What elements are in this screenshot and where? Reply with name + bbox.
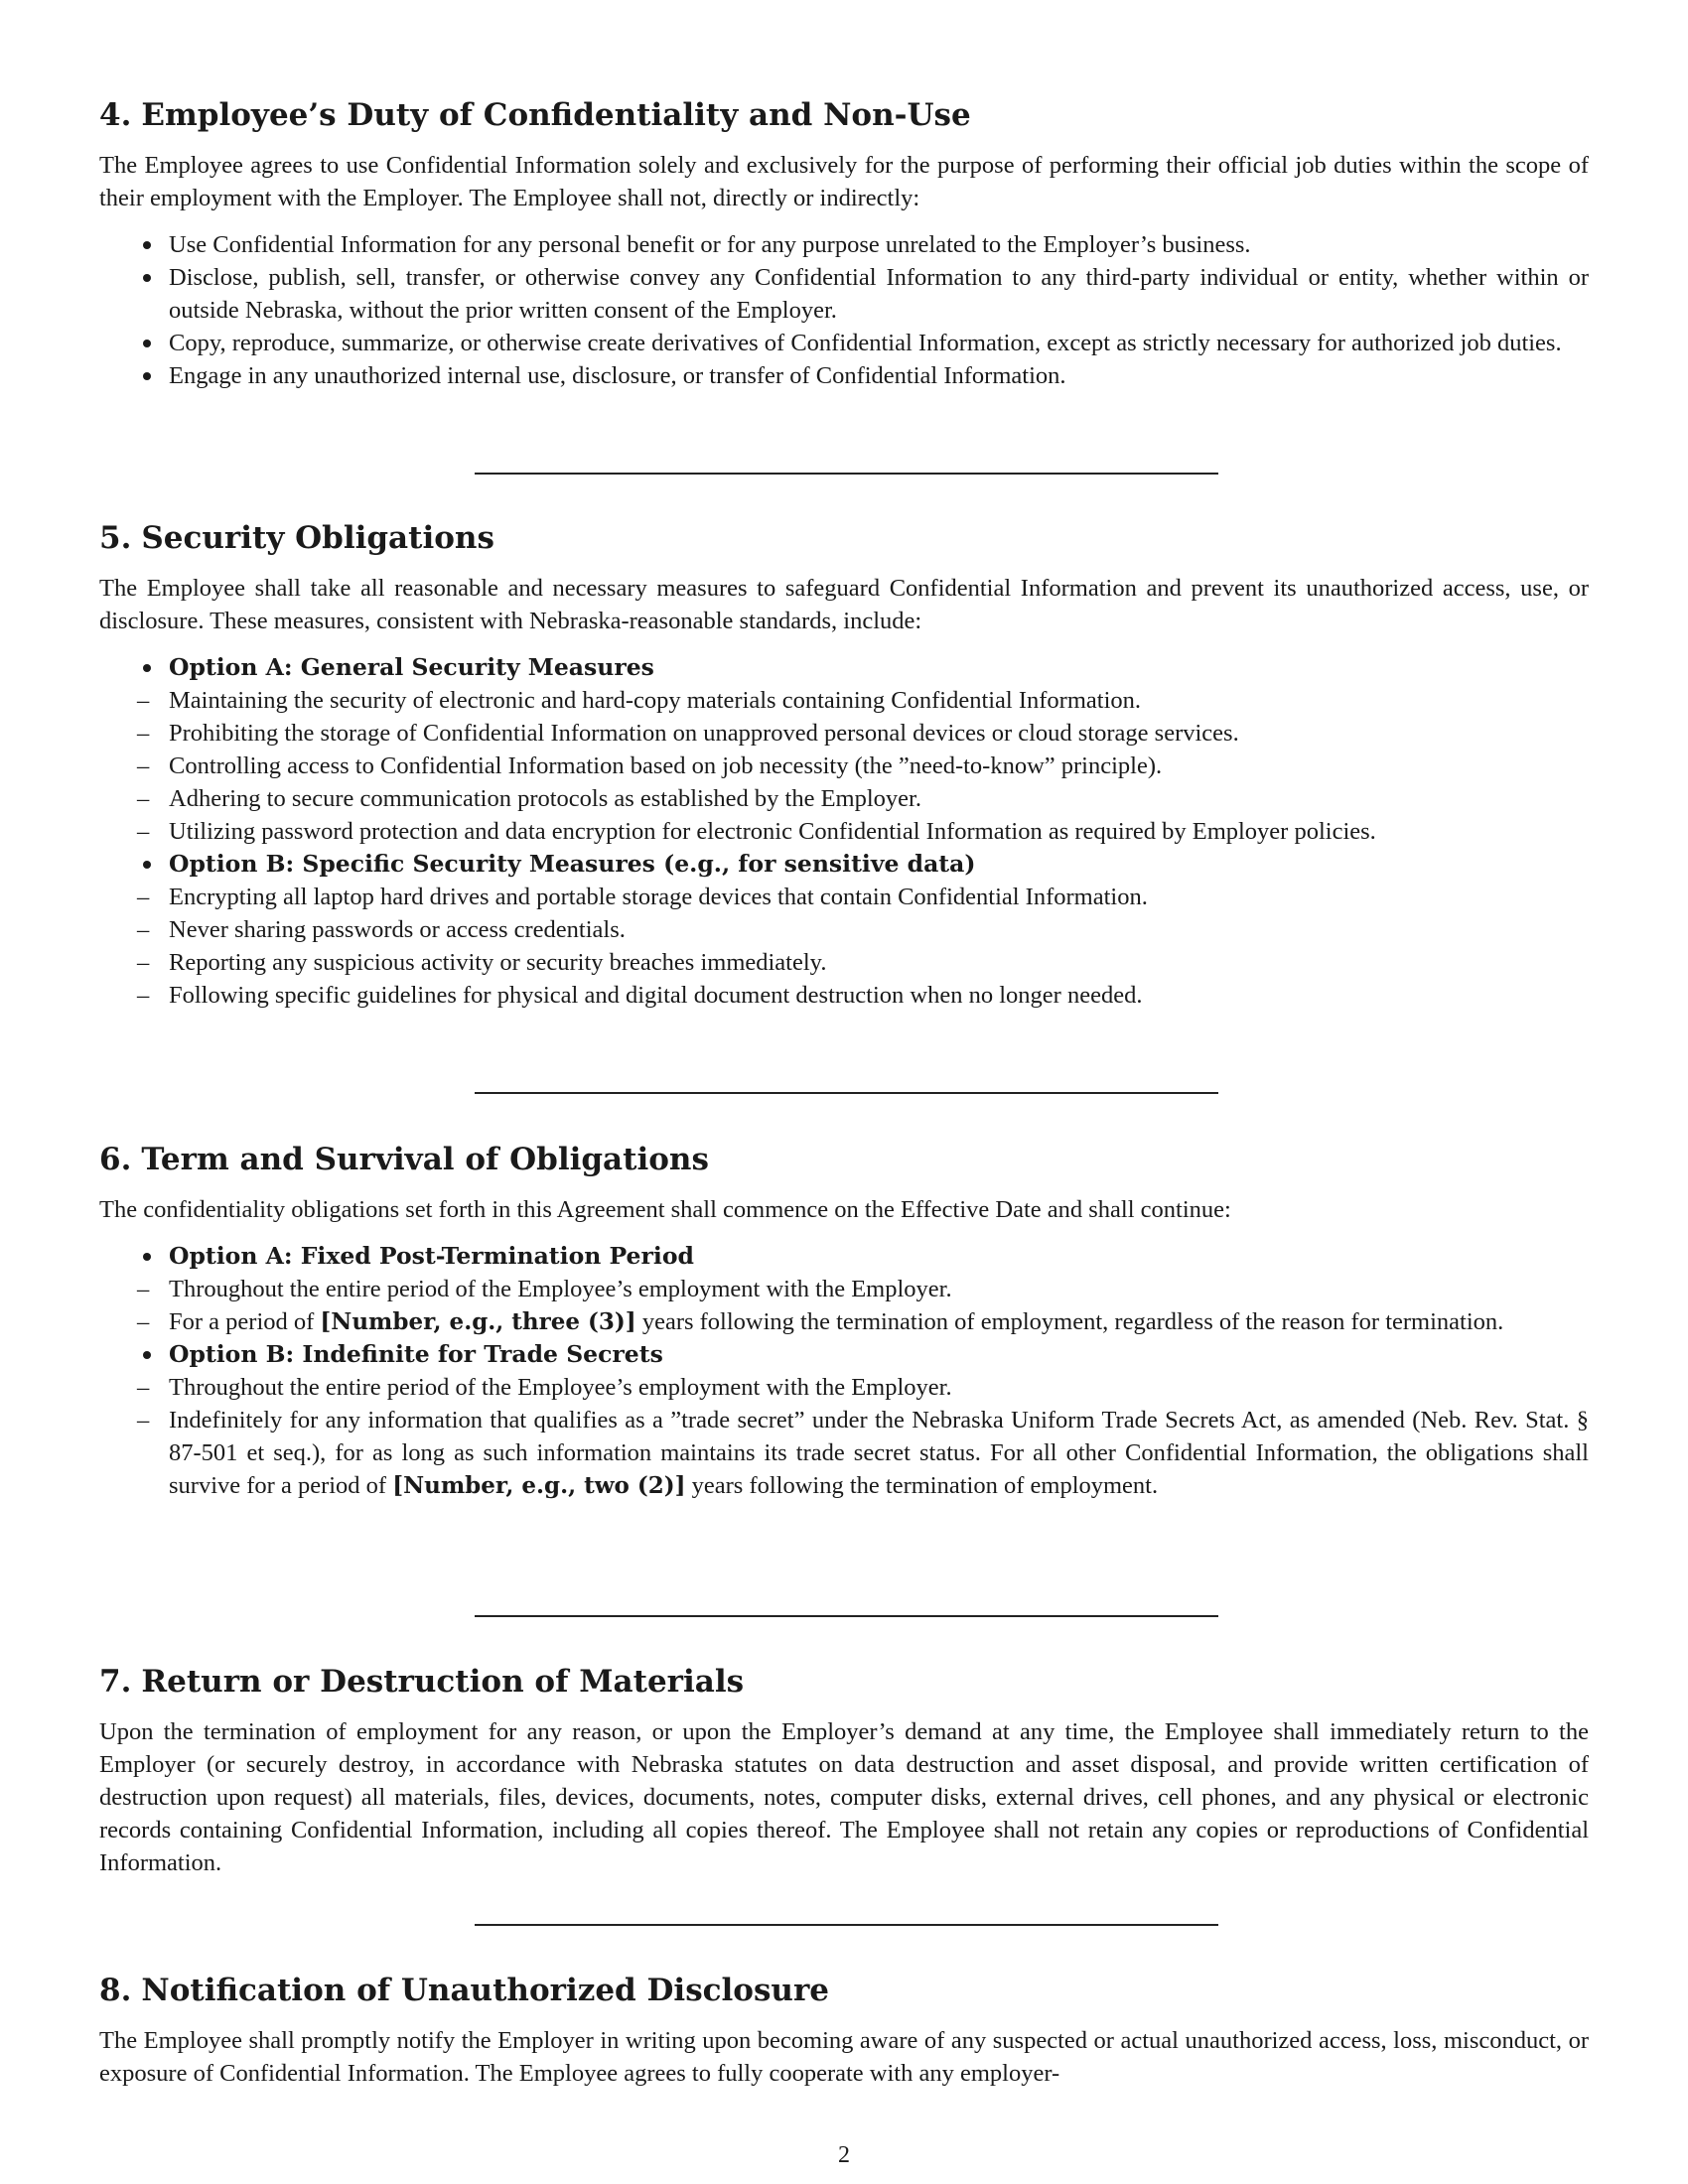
section-divider xyxy=(475,473,1218,475)
list-item: – Utilizing password protection and data encryption for electronic Confidential Information as required by Employer policies. xyxy=(109,815,1589,848)
option-a xyxy=(99,1240,1589,1338)
section-6-heading: 6. Term and Survival of Obligations xyxy=(99,1142,709,1177)
list-item: Disclose, publish, sell, transfer, or otherwise convey any Confidential Information to any third-party individual or entity, whether within or outside Nebraska, without the prior written consent of the Employer. xyxy=(99,261,1589,327)
section-4-heading: 4. Employee’s Duty of Confidentiality and Non-Use xyxy=(99,97,971,133)
section-6-options xyxy=(99,1240,1589,1502)
option-a xyxy=(99,651,1589,848)
section-divider xyxy=(475,1615,1218,1617)
section-4-intro: The Employee agrees to use Confidential Information solely and exclusively for the purpose of performing their official job duties within the scope of their employment with the Employer. The Employee shall not, directly or indirectly: xyxy=(99,152,1589,211)
section-divider xyxy=(475,1924,1218,1926)
section-7 xyxy=(99,1662,1589,1879)
section-5-options xyxy=(99,651,1589,1012)
list-item: Use Confidential Information for any personal benefit or for any purpose unrelated to the Employer’s business. xyxy=(99,228,1589,261)
list-item: – Controlling access to Confidential Information based on job necessity (the ”need-to-know” principle). xyxy=(109,750,1589,782)
option-b xyxy=(99,848,1589,1012)
list-item: – Throughout the entire period of the Employee’s employment with the Employer. xyxy=(109,1371,1589,1404)
option-a-list xyxy=(109,684,1589,848)
page-number: 2 xyxy=(838,2142,850,2168)
list-item: – Maintaining the security of electronic and hard-copy materials containing Confidential Information. xyxy=(109,684,1589,717)
section-4 xyxy=(99,95,1589,392)
list-item: – Encrypting all laptop hard drives and portable storage devices that contain Confidential Information. xyxy=(109,881,1589,913)
section-5-heading: 5. Security Obligations xyxy=(99,520,494,556)
option-b-list xyxy=(109,1371,1589,1502)
section-5 xyxy=(99,518,1589,1012)
section-6-intro: The confidentiality obligations set forth in this Agreement shall commence on the Effective Date and shall continue: xyxy=(99,1196,1231,1223)
list-item: – Following specific guidelines for physical and digital document destruction when no longer needed. xyxy=(109,979,1589,1012)
list-item: Copy, reproduce, summarize, or otherwise create derivatives of Confidential Information, except as strictly necessary for authorized job duties. xyxy=(99,327,1589,359)
list-item: – Never sharing passwords or access credentials. xyxy=(109,913,1589,946)
option-b-title: Option B: Indefinite for Trade Secrets xyxy=(169,1340,663,1368)
list-item: – Throughout the entire period of the Employee’s employment with the Employer. xyxy=(109,1273,1589,1305)
list-item: – Indefinitely for any information that qualifies as a ”trade secret” under the Nebraska Uniform Trade Secrets Act, as amended (Neb. Rev. Stat. § 87-501 et seq.), for as long as such information maintains its trade secret status. For all other Confidential Information, the obligations shall survive for a period of [Number, e.g., two (2)] years following the termination of employment. xyxy=(109,1404,1589,1502)
section-8-body: The Employee shall promptly notify the Employer in writing upon becoming aware of any suspected or actual unauthorized access, loss, misconduct, or exposure of Confidential Information. The Employee agrees to fully cooperate with any employer- xyxy=(99,2027,1589,2087)
option-b-list xyxy=(109,881,1589,1012)
option-a-list xyxy=(109,1273,1589,1338)
option-a-title: Option A: Fixed Post-Termination Period xyxy=(169,1242,694,1270)
section-7-body: Upon the termination of employment for any reason, or upon the Employer’s demand at any time, the Employee shall immediately return to the Employer (or securely destroy, in accordance with Nebraska statutes on data destruction and asset disposal, and provide written certification of destruction upon request) all materials, files, devices, documents, notes, computer disks, external drives, cell phones, and any physical or electronic records containing Confidential Information, including all copies thereof. The Employee shall not retain any copies or reproductions of Confidential Information. xyxy=(99,1718,1589,1876)
section-8 xyxy=(99,1971,1589,2090)
section-6 xyxy=(99,1140,1589,1502)
option-a-title: Option A: General Security Measures xyxy=(169,653,654,681)
list-item: Engage in any unauthorized internal use, disclosure, or transfer of Confidential Information. xyxy=(99,359,1589,392)
list-item: – Reporting any suspicious activity or security breaches immediately. xyxy=(109,946,1589,979)
list-item: – For a period of [Number, e.g., three (3)] years following the termination of employment, regardless of the reason for termination. xyxy=(109,1305,1589,1338)
option-b-title: Option B: Specific Security Measures (e.g., for sensitive data) xyxy=(169,850,976,878)
section-8-heading: 8. Notification of Unauthorized Disclosure xyxy=(99,1973,830,2008)
list-item: – Adhering to secure communication protocols as established by the Employer. xyxy=(109,782,1589,815)
option-b xyxy=(99,1338,1589,1502)
section-7-heading: 7. Return or Destruction of Materials xyxy=(99,1664,745,1700)
section-divider xyxy=(475,1092,1218,1094)
section-4-list xyxy=(99,228,1589,392)
section-5-intro: The Employee shall take all reasonable and necessary measures to safeguard Confidential Information and prevent its unauthorized access, use, or disclosure. These measures, consistent with Nebraska-reasonable standards, include: xyxy=(99,575,1589,634)
list-item: – Prohibiting the storage of Confidential Information on unapproved personal devices or cloud storage services. xyxy=(109,717,1589,750)
